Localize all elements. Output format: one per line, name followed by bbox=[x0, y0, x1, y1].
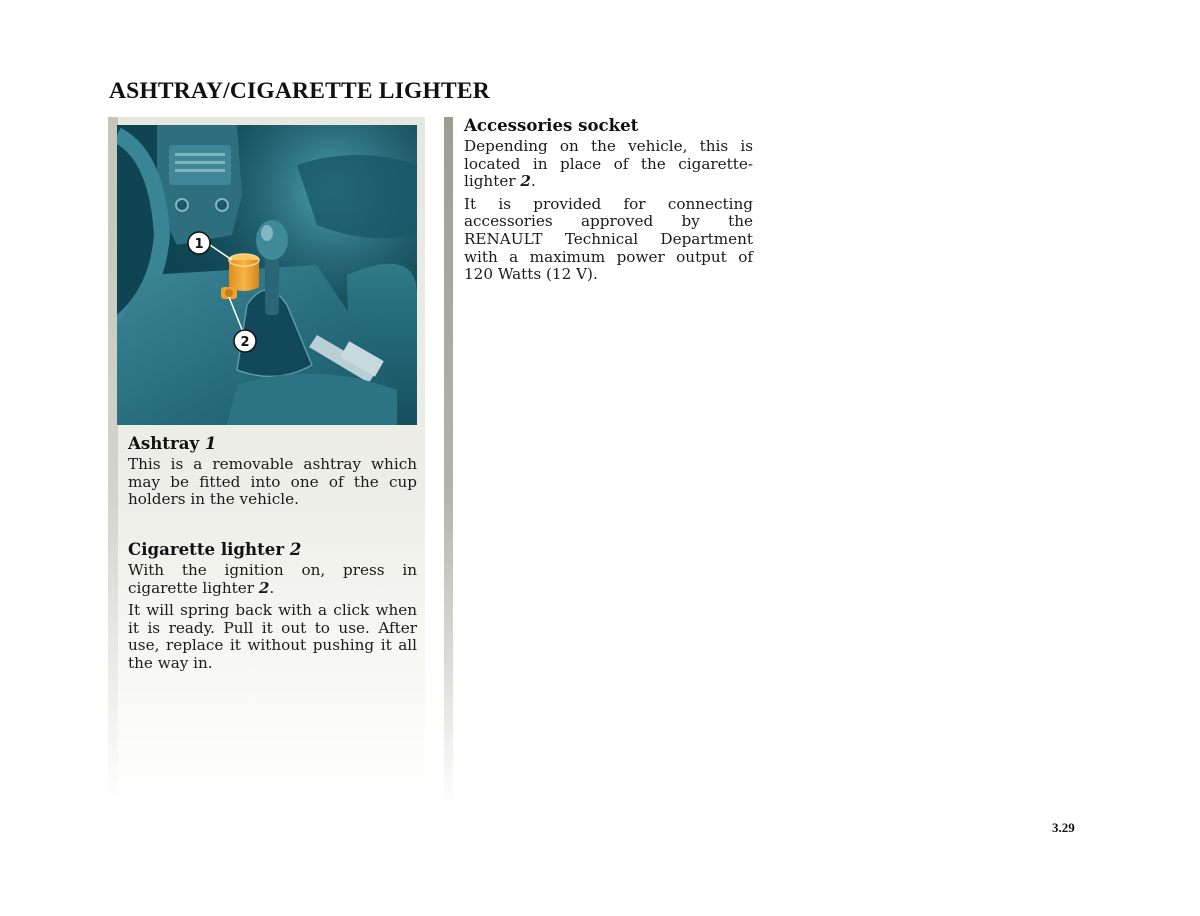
cigarette-lighter-heading bbox=[128, 539, 417, 559]
ashtray-heading-text: Ashtray bbox=[128, 433, 200, 453]
callout-1: 1 bbox=[194, 237, 204, 252]
callout-2: 2 bbox=[240, 335, 250, 350]
cigarette-lighter-para1-text: With the ignition on, press in cigarette lighter bbox=[128, 561, 417, 597]
accessories-socket-paragraph-2: It is provided for connecting accessories approved by the RENAULT Technical Department with a maximum power output of 120 Watts (12 V). bbox=[464, 194, 753, 284]
cigarette-lighter-paragraph-1 bbox=[128, 562, 417, 597]
interior-photo bbox=[117, 125, 417, 425]
accessories-socket-para1-text: Depending on the vehicle, this is located in place of the cigarette-lighter bbox=[464, 137, 753, 191]
accessories-socket-para1-ref: 2 bbox=[520, 172, 531, 191]
cigarette-lighter-para1-ref: 2 bbox=[258, 578, 270, 597]
column-divider-bar bbox=[444, 117, 453, 807]
cigarette-lighter-heading-ref: 2 bbox=[289, 539, 302, 559]
cigarette-lighter-section bbox=[128, 539, 417, 678]
page-number: 3.29 bbox=[1052, 820, 1075, 835]
interior-illustration bbox=[117, 125, 417, 425]
cigarette-lighter-para1-end: . bbox=[269, 578, 275, 597]
accessories-socket-heading: Accessories socket bbox=[464, 115, 639, 135]
page-title: ASHTRAY/CIGARETTE LIGHTER bbox=[109, 78, 490, 104]
cigarette-lighter-heading-text: Cigarette lighter bbox=[128, 539, 285, 559]
ashtray-paragraph: This is a removable ashtray which may be fitted into one of the cup holders in the vehicle. bbox=[128, 455, 417, 509]
ashtray-section bbox=[128, 433, 417, 514]
accessories-socket-paragraph-1 bbox=[464, 138, 753, 191]
accessories-socket-section bbox=[464, 115, 753, 289]
accessories-socket-para1-end: . bbox=[530, 172, 536, 191]
ashtray-heading-ref: 1 bbox=[204, 433, 217, 453]
ashtray-heading bbox=[128, 433, 417, 453]
cigarette-lighter-paragraph-2: It will spring back with a click when it is ready. Pull it out to use. After use, replace it without pushing it all the way in. bbox=[128, 601, 417, 672]
